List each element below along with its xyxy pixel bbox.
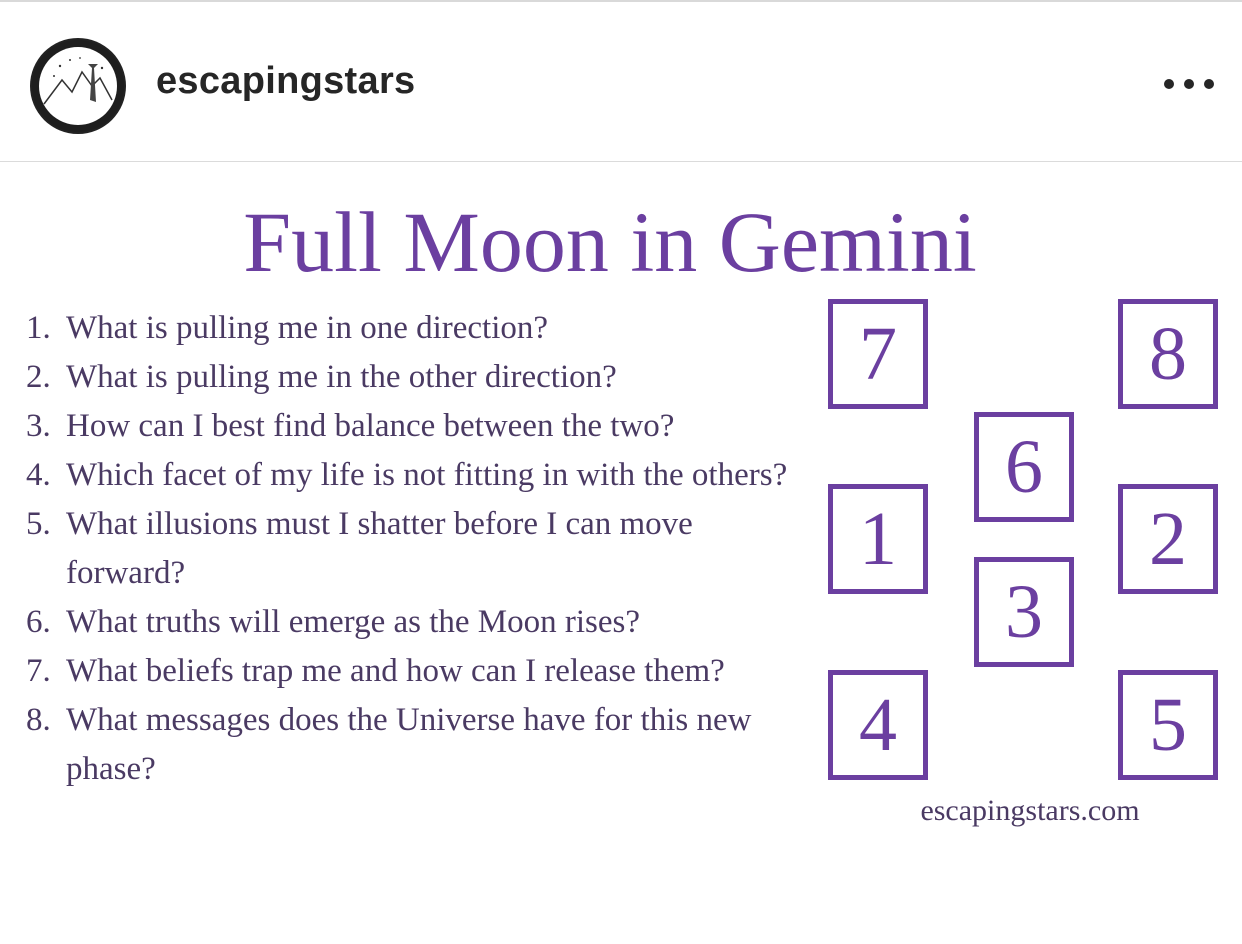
dot-icon <box>1184 79 1194 89</box>
card-slot-6: 6 <box>974 412 1074 522</box>
card-slot-3: 3 <box>974 557 1074 667</box>
dot-icon <box>1204 79 1214 89</box>
card-slot-7: 7 <box>828 299 928 409</box>
question-list <box>26 304 826 794</box>
avatar[interactable] <box>30 38 126 134</box>
list-item: 7. What beliefs trap me and how can I release them? <box>26 653 725 689</box>
website-text: escapingstars.com <box>920 794 1140 827</box>
dot-icon <box>1164 79 1174 89</box>
post-image <box>0 162 1242 944</box>
card-slot-4: 4 <box>828 670 928 780</box>
list-item: 8. What messages does the Universe have for this new phase? <box>26 702 752 787</box>
username[interactable]: escapingstars <box>156 60 416 102</box>
card-slot-5: 5 <box>1118 670 1218 780</box>
post-title: Full Moon in Gemini <box>243 194 977 290</box>
card-slot-2: 2 <box>1118 484 1218 594</box>
list-item: 3. How can I best find balance between the two? <box>26 408 675 444</box>
more-options-icon[interactable] <box>1164 66 1214 102</box>
post-header <box>0 2 1242 162</box>
list-item: 2. What is pulling me in the other direction? <box>26 359 617 395</box>
card-slot-8: 8 <box>1118 299 1218 409</box>
list-item: 5. What illusions must I shatter before I can move forward? <box>26 506 693 591</box>
card-slot-1: 1 <box>828 484 928 594</box>
list-item: 1. What is pulling me in one direction? <box>26 310 549 346</box>
list-item: 6. What truths will emerge as the Moon rises? <box>26 604 641 640</box>
escaping-stars-logo-icon <box>30 38 126 134</box>
list-item: 4. Which facet of my life is not fitting in with the others? <box>26 457 788 493</box>
